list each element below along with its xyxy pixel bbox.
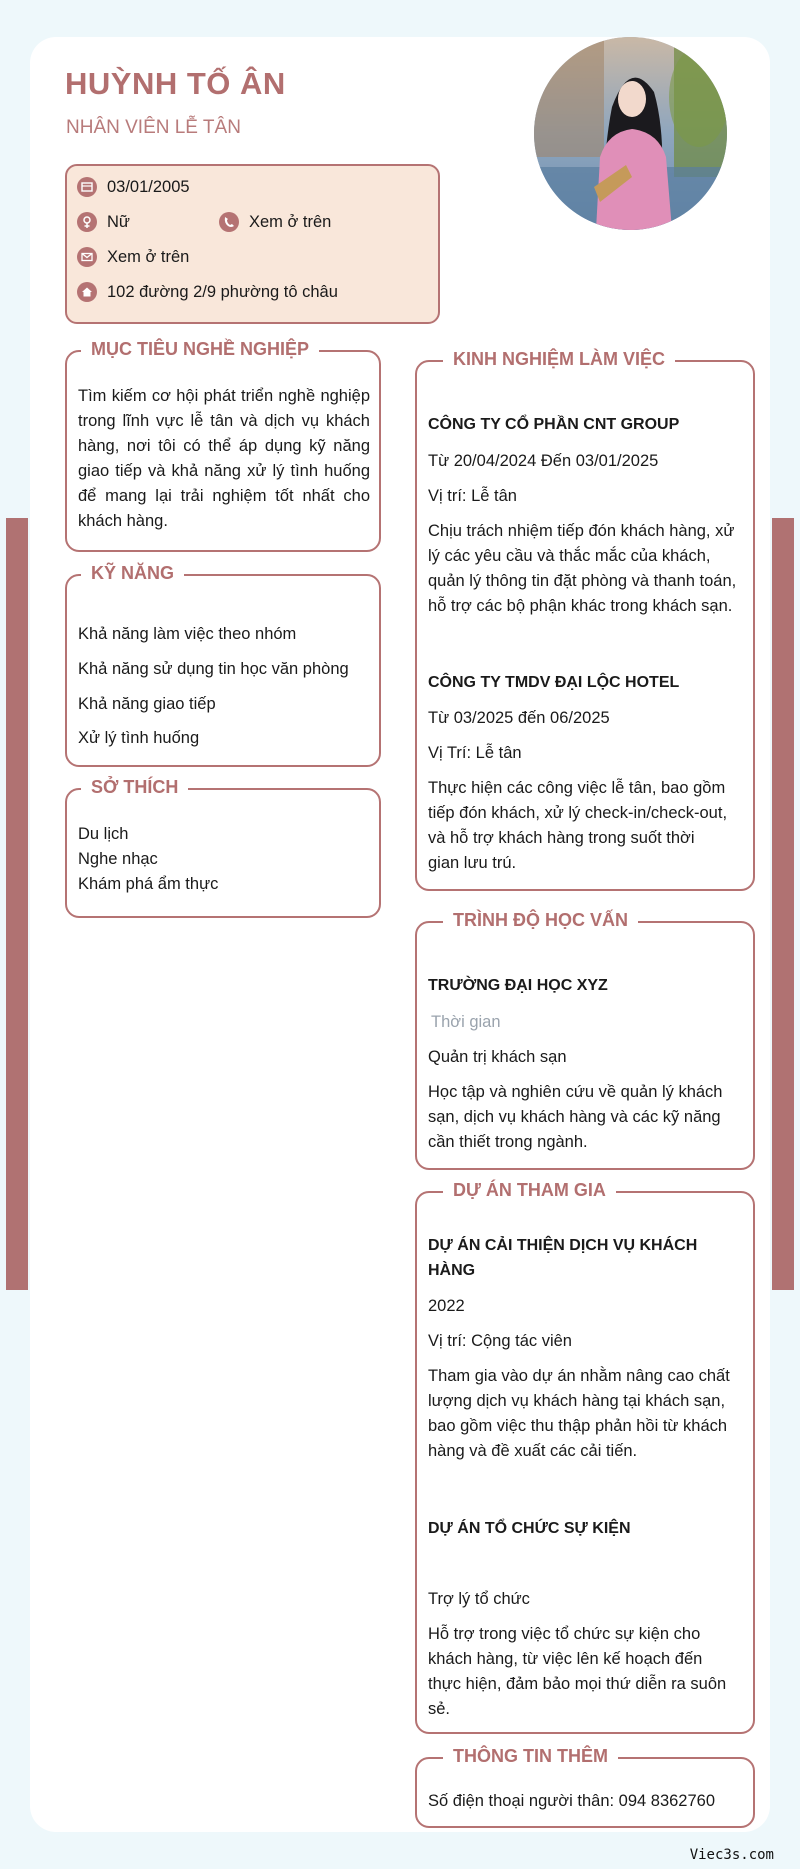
job-description: Thực hiện các công việc lễ tân, bao gồm tiếp đón khách, xử lý check-in/check-out, và hỗ trợ khách hàng trong suốt thời gian lưu trú. bbox=[428, 779, 728, 872]
right-decor-bar bbox=[772, 518, 794, 1290]
project-description: Tham gia vào dự án nhằm nâng cao chất lượng dịch vụ khách hàng tại khách sạn, bao gồm việc thu thập phản hồi từ khách hàng và đề xuất các cải tiến. bbox=[428, 1367, 730, 1460]
skills-title: KỸ NĂNG bbox=[81, 563, 184, 584]
education-time-placeholder: Thời gian bbox=[431, 1013, 501, 1031]
school-name: TRƯỜNG ĐẠI HỌC XYZ bbox=[428, 977, 608, 994]
project-role: Trợ lý tổ chức bbox=[428, 1590, 530, 1608]
personal-info-box bbox=[65, 164, 440, 324]
gender-value: Nữ bbox=[107, 212, 130, 231]
projects-section bbox=[415, 1180, 755, 1734]
objective-section bbox=[65, 339, 381, 552]
watermark: Viec3s.com bbox=[689, 1847, 774, 1863]
skill-item: Khả năng làm việc theo nhóm bbox=[78, 625, 297, 643]
projects-title: DỰ ÁN THAM GIA bbox=[443, 1180, 616, 1201]
job-position: Vị Trí: Lễ tân bbox=[428, 744, 522, 762]
project-year: 2022 bbox=[428, 1297, 465, 1315]
hobbies-section bbox=[65, 777, 381, 918]
hobby-item: Du lịch bbox=[78, 825, 129, 843]
additional-info-text: Số điện thoại người thân: 094 8362760 bbox=[428, 1792, 716, 1810]
address-value: 102 đường 2/9 phường tô châu bbox=[107, 282, 338, 301]
education-section bbox=[415, 910, 755, 1170]
objective-title: MỤC TIÊU NGHỀ NGHIỆP bbox=[81, 339, 319, 360]
gender-row bbox=[77, 212, 130, 232]
skills-section bbox=[65, 563, 381, 767]
hobby-item: Nghe nhạc bbox=[78, 850, 158, 868]
left-decor-bar bbox=[6, 518, 28, 1290]
calendar-icon bbox=[77, 177, 97, 197]
additional-info-title: THÔNG TIN THÊM bbox=[443, 1746, 618, 1767]
hobbies-title: SỞ THÍCH bbox=[81, 777, 188, 798]
job-company: CÔNG TY TMDV ĐẠI LỘC HOTEL bbox=[428, 674, 680, 691]
education-title: TRÌNH ĐỘ HỌC VẤN bbox=[443, 910, 638, 931]
email-icon bbox=[77, 247, 97, 267]
skill-item: Xử lý tình huống bbox=[78, 729, 200, 747]
candidate-job-title: NHÂN VIÊN LỄ TÂN bbox=[66, 117, 241, 138]
birthday-row bbox=[77, 177, 190, 197]
candidate-name: HUỲNH TỐ ÂN bbox=[65, 66, 286, 101]
skill-item: Khả năng sử dụng tin học văn phòng bbox=[78, 660, 349, 678]
gender-icon bbox=[77, 212, 97, 232]
address-row bbox=[77, 282, 338, 302]
additional-info-section bbox=[415, 1746, 755, 1828]
hobby-item: Khám phá ẩm thực bbox=[78, 875, 219, 893]
project-name: DỰ ÁN TỔ CHỨC SỰ KIỆN bbox=[428, 1520, 631, 1537]
birthday-value: 03/01/2005 bbox=[107, 177, 190, 196]
phone-row bbox=[219, 212, 331, 232]
email-value: Xem ở trên bbox=[107, 247, 190, 266]
job-description: Chịu trách nhiệm tiếp đón khách hàng, xử lý các yêu cầu và thắc mắc của khách, quản lý thông tin đặt phòng và thanh toán, hỗ trợ các bộ phận khác trong khách sạn. bbox=[428, 522, 737, 615]
job-position: Vị trí: Lễ tân bbox=[428, 487, 517, 505]
job-period: Từ 03/2025 đến 06/2025 bbox=[428, 709, 610, 727]
job-period: Từ 20/04/2024 Đến 03/01/2025 bbox=[428, 452, 659, 470]
home-icon bbox=[77, 282, 97, 302]
profile-photo bbox=[534, 37, 727, 230]
education-major: Quản trị khách sạn bbox=[428, 1048, 567, 1066]
education-description: Học tập và nghiên cứu về quản lý khách sạn, dịch vụ khách hàng và các kỹ năng cần thiết trong ngành. bbox=[428, 1083, 723, 1151]
skill-item: Khả năng giao tiếp bbox=[78, 695, 216, 713]
project-description: Hỗ trợ trong việc tổ chức sự kiện cho khách hàng, từ việc lên kế hoạch đến thực hiện, đảm bảo mọi thứ diễn ra suôn sẻ. bbox=[428, 1625, 727, 1718]
project-role: Vị trí: Cộng tác viên bbox=[428, 1332, 572, 1350]
project-name: DỰ ÁN CẢI THIỆN DỊCH VỤ KHÁCH HÀNG bbox=[428, 1237, 698, 1279]
objective-text: Tìm kiếm cơ hội phát triển nghề nghiệp trong lĩnh vực lễ tân và dịch vụ khách hàng, nơi tôi có thể áp dụng kỹ năng giao tiếp và khả năng xử lý tình huống để mang lại trải nghiệm tốt nhất cho khách hàng. bbox=[78, 387, 370, 530]
experience-section bbox=[415, 349, 755, 891]
phone-value: Xem ở trên bbox=[249, 212, 332, 231]
job-company: CÔNG TY CỔ PHẦN CNT GROUP bbox=[428, 416, 680, 433]
email-row bbox=[77, 247, 189, 267]
experience-title: KINH NGHIỆM LÀM VIỆC bbox=[443, 349, 675, 370]
phone-icon bbox=[219, 212, 239, 232]
